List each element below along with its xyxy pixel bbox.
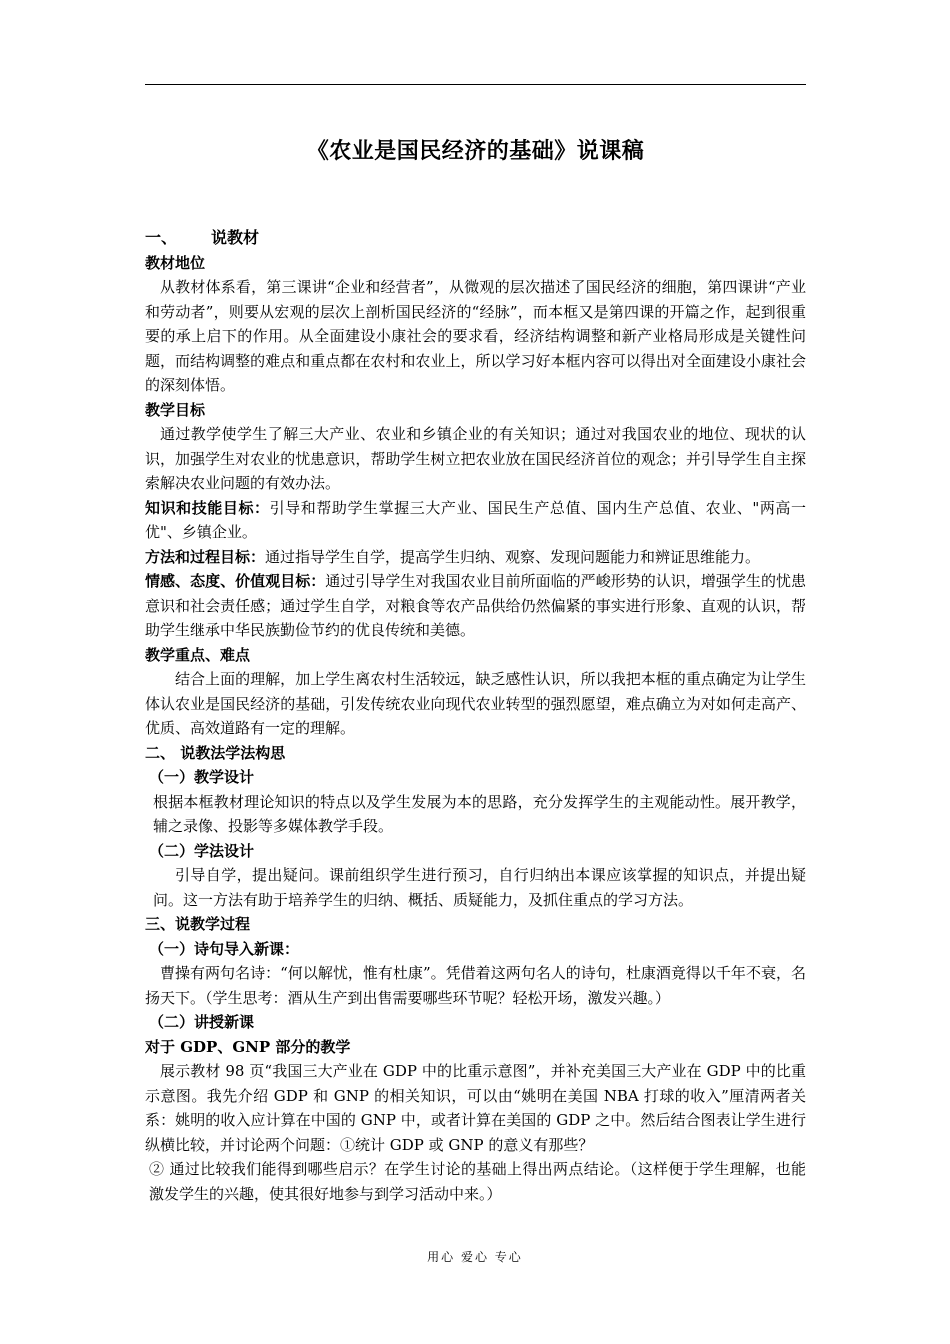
- text-qinggan: 通过引导学生对我国农业目前所面临的严峻形势的认识，增强学生的忧患意识和社会责任感；通过学生自学，对粮食等农产品供给仍然偏紧的事实进行形象、直观的认识，帮助学生继承中华民族勤俭节约的优良传统和美德。: [145, 572, 806, 639]
- text-zhishi: 引导和帮助学生掌握三大产业、国民生产总值、国内生产总值、农业、"两高一优"、乡镇企业。: [145, 498, 806, 541]
- section-heading-3: 三、说教学过程: [145, 915, 251, 933]
- page-footer: 用心 爱心 专心: [427, 1250, 523, 1264]
- section-number: 一、: [145, 228, 178, 247]
- paragraph-zhongdian: 结合上面的理解，加上学生离农村生活较远，缺乏感性认识，所以我把本框的重点确定为让学生体认农业是国民经济的基础，引发传统农业向现代农业转型的强烈愿望，难点确立为对如何走高产、优质、高效道路有一定的理解。: [145, 670, 806, 737]
- paragraph-gdp: 展示教材 98 页“我国三大产业在 GDP 中的比重示意图”，并补充美国三大产业在 GDP 中的比重示意图。我先介绍 GDP 和 GNP 的相关知识，可以由“姚明在美国 NBA 打球的收入”厘清两者关系：姚明的收入应计算在中国的 GNP 中，或者计算在美国的 GDP 之中。然后结合图表让学生进行纵横比较，并讨论两个问题：①统计 GDP 或 GNP 的意义有那些？: [145, 1062, 806, 1154]
- section-label: 说教材: [211, 228, 260, 247]
- section-heading-2: 二、 说教法学法构思: [145, 743, 286, 762]
- document-body: [145, 226, 806, 1206]
- subheading-gdp: 对于 GDP、GNP 部分的教学: [145, 1037, 351, 1056]
- paragraph-jiaoxue-mubiao: 通过教学使学生了解三大产业、农业和乡镇企业的有关知识；通过对我国农业的地位、现状的认识，加强学生对农业的忧患意识，帮助学生树立把农业放在国民经济首位的观念；并引导学生自主探索解决农业问题的有效办法。: [145, 425, 806, 492]
- subheading-jiaocai-diwei: 教材地位: [145, 253, 206, 272]
- paragraph-fangfa-mubiao: [145, 545, 806, 570]
- paragraph-jiaocai-diwei: 从教材体系看，第三课讲“企业和经营者”，从微观的层次描述了国民经济的细胞，第四课讲“产业和劳动者”，则要从宏观的层次上剖析国民经济的“经脉”，而本框又是第四课的开篇之作，起到很重要的承上启下的作用。从全面建设小康社会的要求看，经济结构调整和新产业格局形成是关键性问题，而结构调整的难点和重点都在农村和农业上，所以学习好本框内容可以得出对全面建设小康社会的深刻体悟。: [145, 278, 806, 394]
- label-fangfa: 方法和过程目标：: [145, 547, 266, 566]
- subheading-xuefa-sheji: （二）学法设计: [149, 841, 255, 860]
- subheading-zhongdian: 教学重点、难点: [145, 645, 251, 664]
- text-fangfa: 通过指导学生自学，提高学生归纳、观察、发现问题能力和辨证思维能力。: [265, 547, 761, 566]
- subheading-jiaoxue-sheji: （一）教学设计: [149, 768, 255, 786]
- document-title: 《农业是国民经济的基础》说课稿: [306, 138, 645, 164]
- paragraph-qinggan-mubiao: [145, 569, 806, 643]
- paragraph-gdp-2: ② 通过比较我们能得到哪些启示？在学生讨论的基础上得出两点结论。（这样便于学生理解，也能激发学生的兴趣，使其很好地参与到学习活动中来。）: [149, 1160, 806, 1203]
- paragraph-shiju: 曹操有两句名诗：“何以解忧，惟有杜康”。凭借着这两句名人的诗句，杜康酒竟得以千年不衰，名扬天下。（学生思考：酒从生产到出售需要哪些环节呢？轻松开场，激发兴趣。）: [145, 964, 806, 1007]
- label-qinggan: 情感、态度、价值观目标：: [145, 572, 326, 590]
- paragraph-xuefa-sheji: 引导自学，提出疑问。课前组织学生进行预习，自行归纳出本课应该掌握的知识点，并提出疑问。这一方法有助于培养学生的归纳、概括、质疑能力，及抓住重点的学习方法。: [153, 866, 806, 909]
- section-heading-1: [145, 226, 806, 251]
- subheading-jiaoxue-mubiao: 教学目标: [145, 400, 206, 419]
- label-zhishi: 知识和技能目标：: [145, 498, 270, 517]
- subheading-jiangshou: （二）讲授新课: [149, 1013, 255, 1031]
- header-rule: [145, 84, 806, 85]
- subheading-shiju: （一）诗句导入新课：: [149, 939, 300, 958]
- paragraph-jiaoxue-sheji: 根据本框教材理论知识的特点以及学生发展为本的思路，充分发挥学生的主观能动性。展开教学，辅之录像、投影等多媒体教学手段。: [153, 792, 806, 835]
- paragraph-zhishi-mubiao: [145, 496, 806, 545]
